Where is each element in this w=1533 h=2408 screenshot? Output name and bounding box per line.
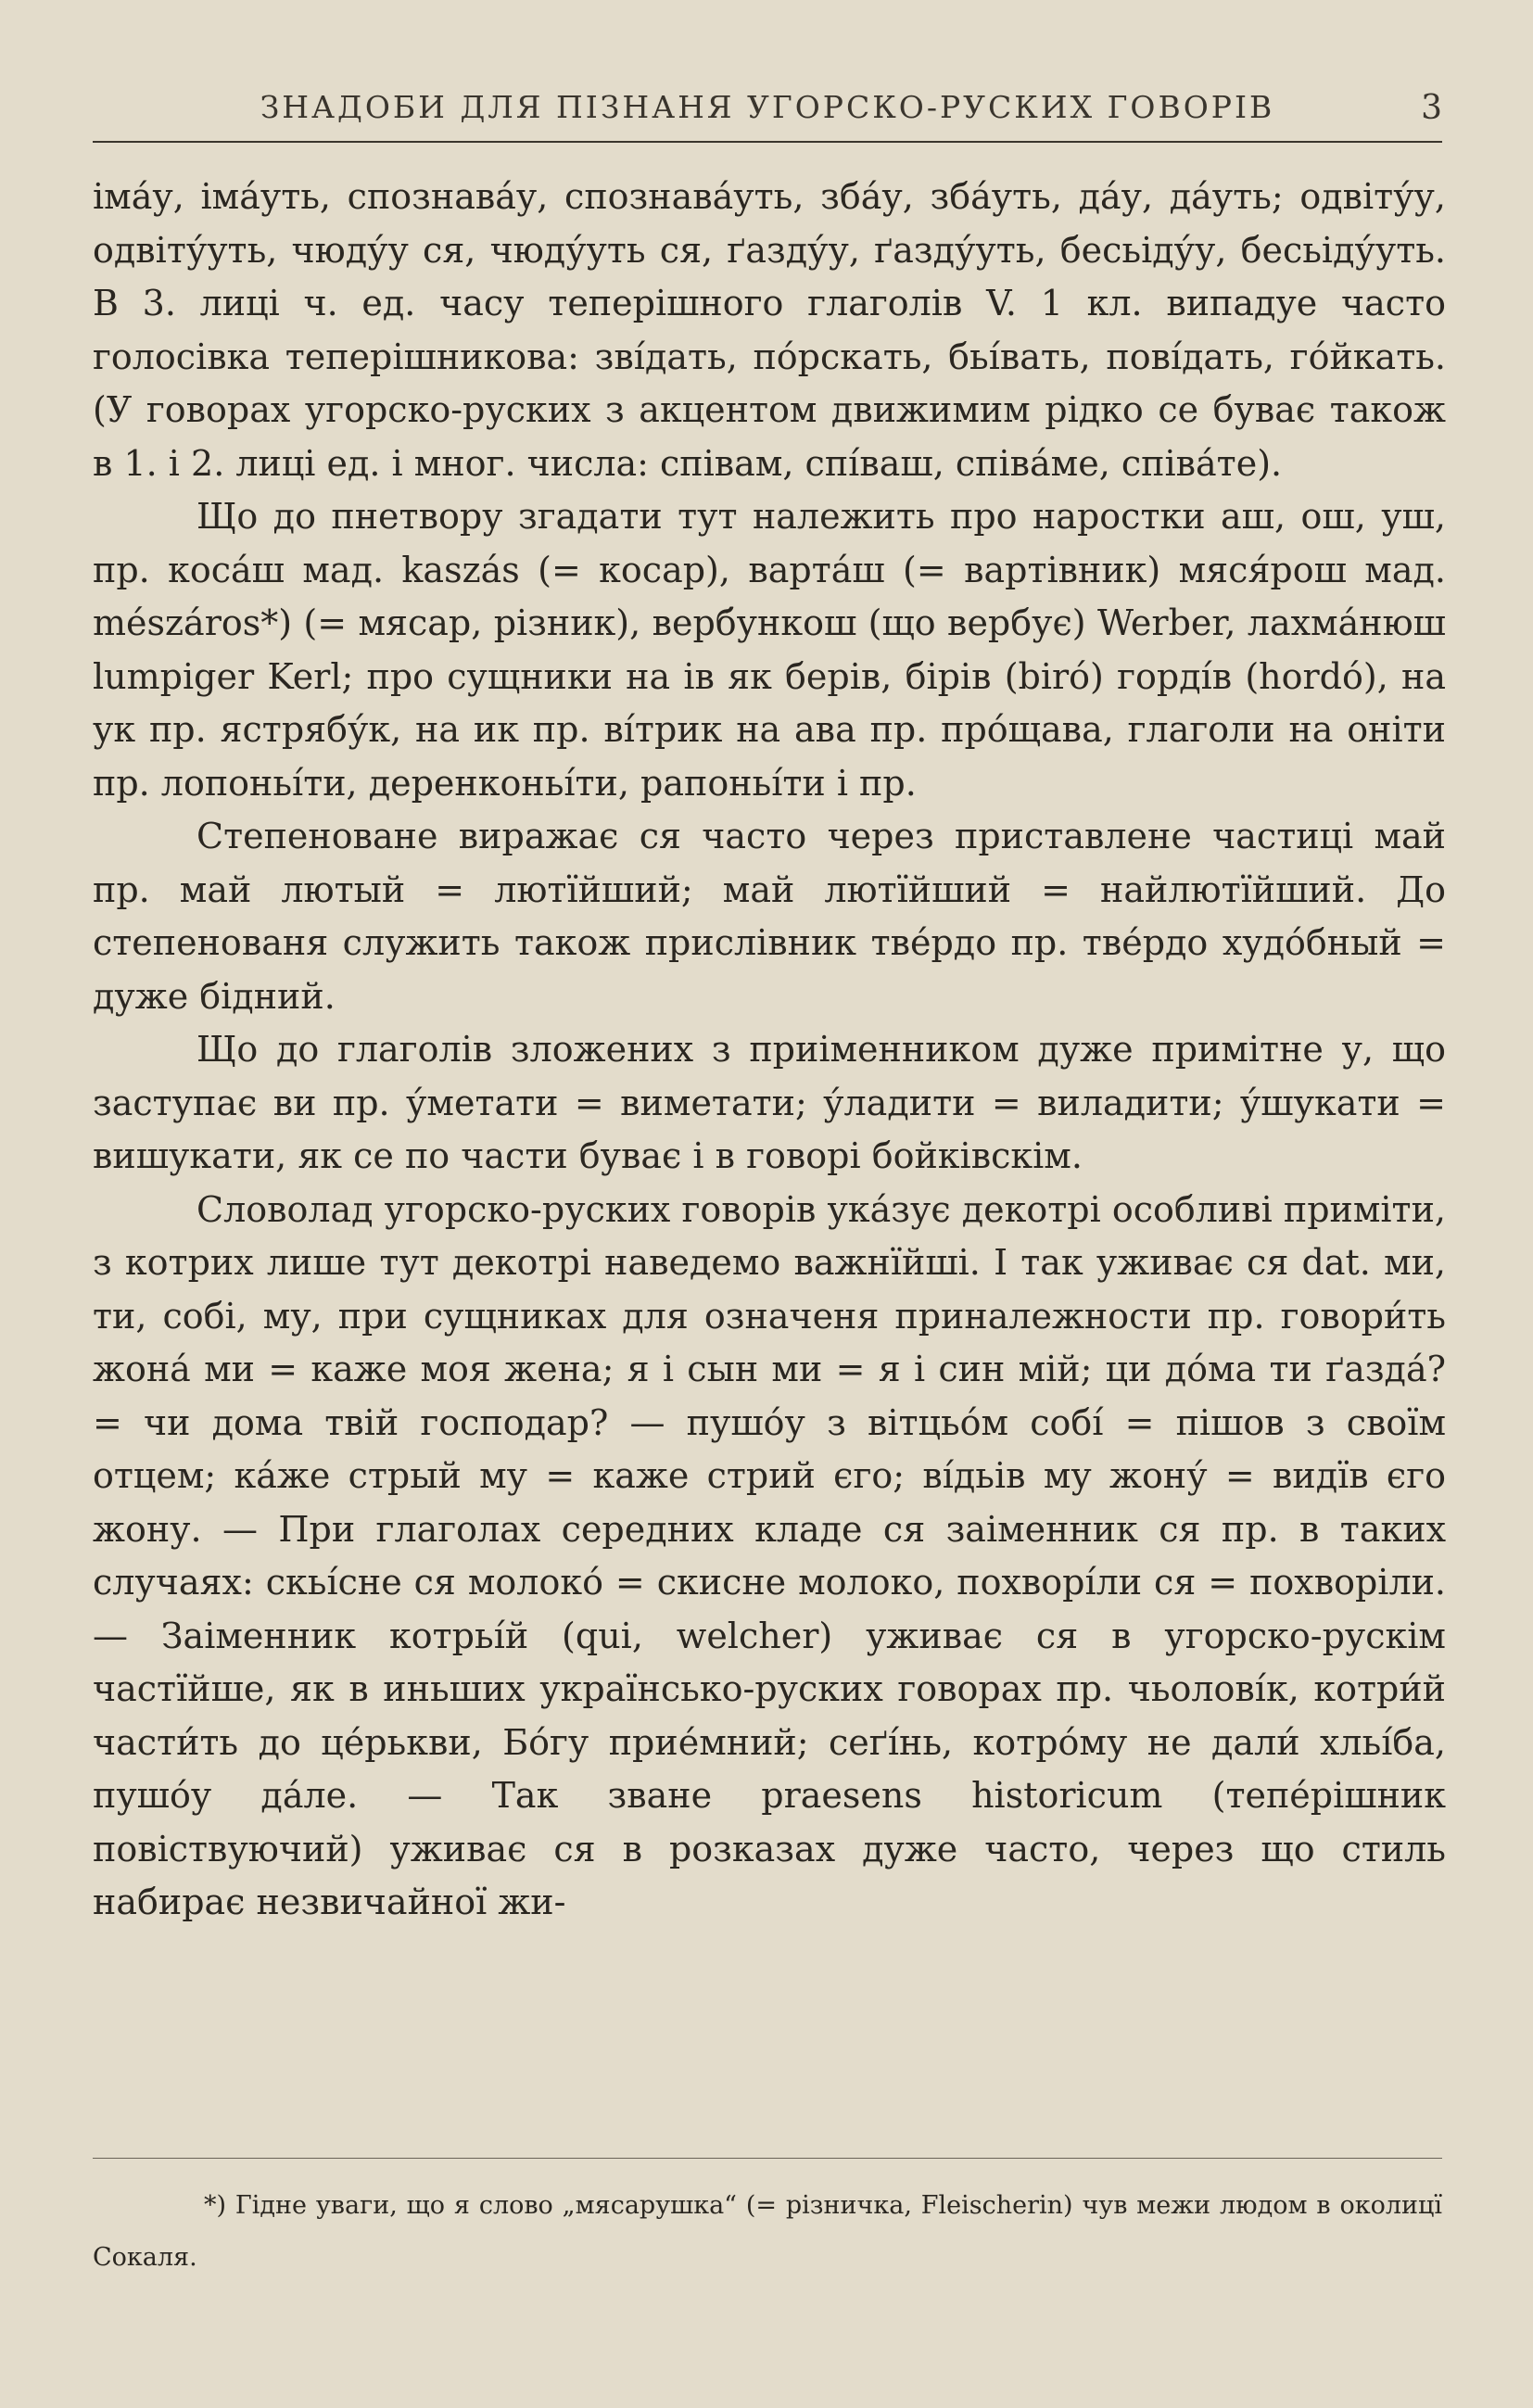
paragraph-comparison: Степеноване виражає ся часто через приставлене частиці май пр. май лютый = лютїйший; май лютїйший = найлютїйший. До степенованя служить також прислівник тве́рдо пр. тве́рдо худо́бный = дуже бідний. bbox=[93, 816, 1446, 1017]
page-number: 3 bbox=[1421, 89, 1442, 127]
paragraph-continuation: іма́у, іма́уть, спознава́у, спознава́уть, зба́у, зба́уть, да́у, да́уть; одвіту́у, одвіту́уть, чюду́у ся, чюду́уть ся, ґазду́у, ґазду́уть, бесьіду́у, бесьіду́уть. В 3. лиці ч. ед. часу теперішного глаголів V. 1 кл. випадуе часто голосівка теперішникова: зві́дать, по́рскать, бьі́вать, пові́дать, го́йкать. (У говорах угорско-руских з акцентом движимим рідко се буває також в 1. і 2. лиці ед. і мног. числа: співам, спі́ваш, співа́ме, співа́те). bbox=[93, 176, 1446, 484]
running-title: ЗНАДОБИ ДЛЯ ПІЗНАНЯ УГОРСКО-РУСКИХ ГОВОРІВ bbox=[260, 89, 1275, 125]
header-rule bbox=[93, 141, 1442, 143]
paragraph-suffixes: Що до пнетвору згадати тут належить про наростки аш, ош, уш, пр. коса́ш мад. kaszás (= косар), варта́ш (= вартівник) мяся́рош мад. mészáros*) (= мясар, різник), верб́ункош (що вербує) Werber, лахма́нюш lumpiger Kerl; про сущники на ів як берів, бірів (biró) горді́в (hordó), на ук пр. ястрябу́к, на ик пр. ві́трик на ава пр. про́щава, глаголи на оніти пр. лопоньі́ти, деренконьі́ти, рапоньі́ти і пр. bbox=[93, 496, 1446, 804]
page-header bbox=[93, 85, 1442, 135]
footnote-rule bbox=[93, 2158, 1442, 2159]
body-text bbox=[93, 171, 1446, 1930]
paragraph-syntax: Словолад угорско-руских говорів ука́зує декотрі особливі приміти, з котрих лише тут декотрі наведемо важнїйші. І так уживає ся dat. ми, ти, собі, му, при сущниках для означеня приналежности пр. говори́ть жона́ ми = каже моя жена; я і сын ми = я і син мій; ци до́ма ти ґазда́? = чи дома твій господар? — пушо́у з вітцьо́м собі́ = пішов з своїм отцем; ка́же стрый му = каже стрий єго; ві́дьів му жону́ = видїв єго жону. — При глаголах середних кладе ся заіменник ся пр. в таких случаях: скьі́сне ся молоко́ = скисне молоко, похворі́ли ся = похворіли. — Заіменник котрьі́й (qui, welcher) уживає ся в угорско-рускім частїйше, як в иньших українсько-руских говорах пр. чьолові́к, котри́й части́ть до це́рькви, Бо́гу прие́мний; сеґі́нь, котро́му не дали́ хльі́ба, пушо́у да́ле. — Так зване praesens historicum (тепе́рішник повіствуючий) уживає ся в розказах дуже часто, через що стиль набирає незвичайної жи- bbox=[93, 1188, 1446, 1922]
paragraph-verbs: Що до глаголів зложених з приіменником дуже примітне у, що заступає ви пр. у́метати = виметати; у́ладити = виладити; у́шукати = вишукати, як се по части буває і в говорі бойківскім. bbox=[93, 1029, 1446, 1176]
footnote: *) Гідне уваги, що я слово „мясарушка“ (= різничка, Fleischerin) чув межи людом в околицї Сокаля. bbox=[93, 2191, 1442, 2272]
